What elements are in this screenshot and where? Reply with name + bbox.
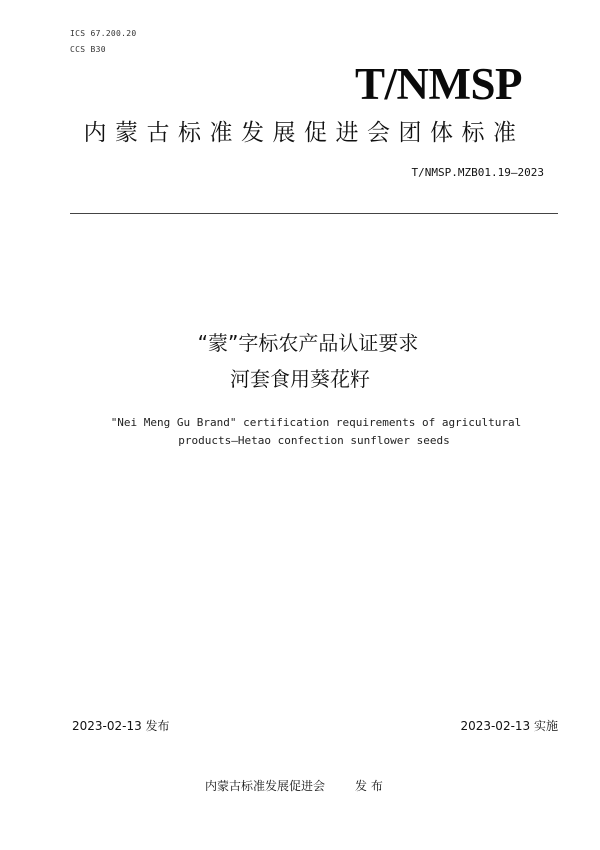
document-number: T/NMSP.MZB01.19—2023 xyxy=(411,166,544,179)
ccs-code: CCS B30 xyxy=(70,45,106,54)
chinese-title-line-1: “蒙”字标农产品认证要求 xyxy=(197,331,419,355)
ics-code: ICS 67.200.20 xyxy=(70,29,137,38)
standard-logo: T/NMSP xyxy=(354,59,522,109)
publisher-line xyxy=(205,777,383,794)
english-title-line-1: "Nei Meng Gu Brand" certification requirements of agricultural xyxy=(110,416,522,429)
chinese-title-line-2: 河套食用葵花籽 xyxy=(230,367,370,391)
header-divider xyxy=(70,213,558,214)
publisher-action: 发 布 xyxy=(355,779,383,793)
organization-standard-title: 内蒙古标准发展促进会团体标准 xyxy=(83,120,525,146)
english-title-line-2: products—Hetao confection sunflower seeds xyxy=(178,434,450,447)
implementation-date: 2023-02-13 实施 xyxy=(460,719,558,733)
publisher-name: 内蒙古标准发展促进会 xyxy=(205,779,326,793)
issue-date: 2023-02-13 发布 xyxy=(72,719,170,733)
